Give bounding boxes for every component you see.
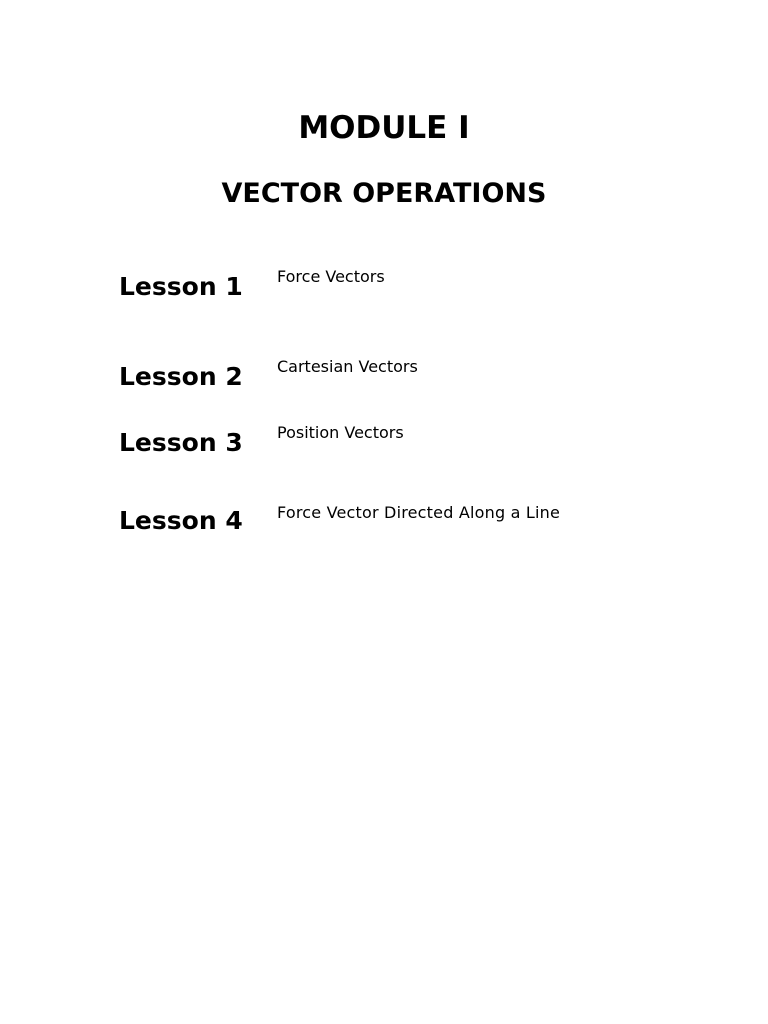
lesson-label-4: Lesson 4 [119, 506, 243, 535]
lesson-label-3: Lesson 3 [119, 428, 243, 457]
lesson-row-1 [0, 267, 768, 310]
lesson-row-3 [0, 423, 768, 466]
lesson-label-2: Lesson 2 [119, 362, 243, 391]
module-title: MODULE I [298, 110, 470, 146]
lesson-row-2 [0, 357, 768, 400]
lesson-title-3: Position Vectors [277, 423, 404, 442]
lesson-row-4 [0, 504, 768, 544]
lesson-title-2: Cartesian Vectors [277, 357, 418, 376]
lesson-title-1: Force Vectors [277, 267, 385, 286]
lesson-title-4: Force Vector Directed Along a Line [277, 503, 561, 522]
lesson-label-1: Lesson 1 [119, 272, 243, 301]
module-subtitle: VECTOR OPERATIONS [221, 178, 547, 209]
